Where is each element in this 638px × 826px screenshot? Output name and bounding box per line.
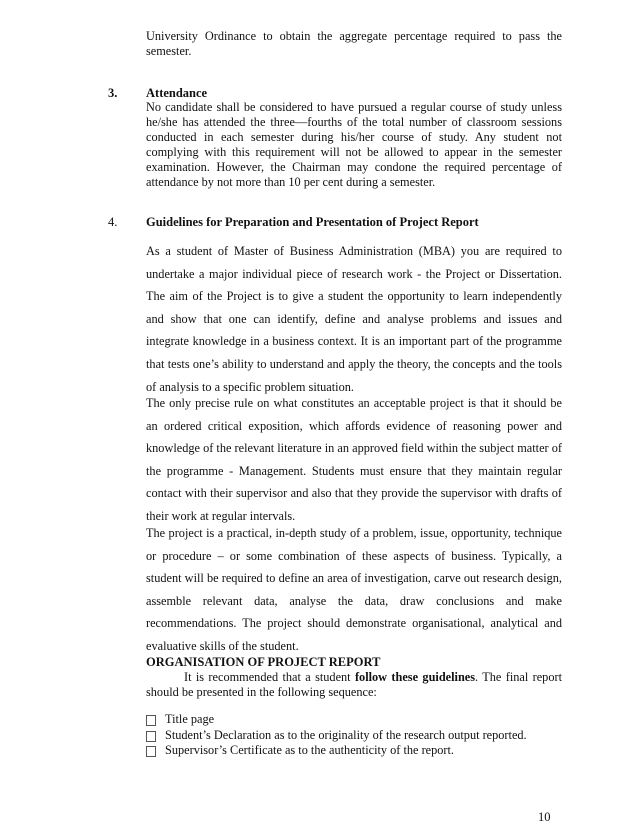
project-paragraph-2: The only precise rule on what constitutes an acceptable project is that it should be an ordered critical exposition, which affords evidence of reasoning power and knowledge of the relevant literature in an approved field within the subject matter of the programme - Management. Students must ensure that they maintain regular contact with their supervisor and also that they provide the supervisor with drafts of their work at regular intervals. (146, 396, 562, 523)
intro-continuation: University Ordinance to obtain the aggregate percentage required to pass the semester. (146, 29, 562, 58)
checkbox-icon (146, 746, 156, 757)
organisation-heading: ORGANISATION OF PROJECT REPORT (146, 655, 381, 669)
section-4-title: Guidelines for Preparation and Presentation of Project Report (146, 215, 479, 229)
checkbox-icon (146, 731, 156, 742)
project-paragraph-3: The project is a practical, in-depth study of a problem, issue, opportunity, technique or procedure – or some combination of these aspects of business. Typically, a student will be required to define an area of investigation, carve out research design, assemble relevant data, analyse the data, draw conclusions and make recommendations. The project should demonstrate organisational, analytical and evaluative skills of the student. (146, 526, 562, 653)
section-3-title: Attendance (146, 86, 208, 100)
section-3-number: 3. (108, 86, 118, 100)
list-item: Supervisor’s Certificate as to the authenticity of the report. (146, 743, 566, 759)
section-4-number: 4. (108, 215, 118, 229)
project-paragraph-1: As a student of Master of Business Administration (MBA) you are required to undertake a major individual piece of research work - the Project or Dissertation. The aim of the Project is to give a student the opportunity to learn independently and show that one can identify, define and analyse problems and issues and integrate knowledge in a business context. It is an important part of the programme that tests one’s ability to understand and apply the theory, the concepts and the tools of analysis to a specific problem situation. (146, 244, 562, 394)
page-number: 10 (538, 810, 551, 824)
organisation-intro: It is recommended that a student follow these guidelines. The final report should be presented in the following sequence: (146, 670, 562, 699)
list-item: Title page (146, 712, 566, 728)
list-item: Student’s Declaration as to the originality of the research output reported. (146, 728, 566, 744)
organisation-list (146, 712, 566, 759)
checkbox-icon (146, 715, 156, 726)
section-3-body: No candidate shall be considered to have pursued a regular course of study unless he/she has attended the three—fourths of the total number of classroom sessions conducted in each semester during his/her course of study. Any student not complying with this requirement will not be allowed to appear in the semester examination. However, the Chairman may condone the required percentage of attendance by not more than 10 per cent during a semester. (146, 100, 562, 189)
